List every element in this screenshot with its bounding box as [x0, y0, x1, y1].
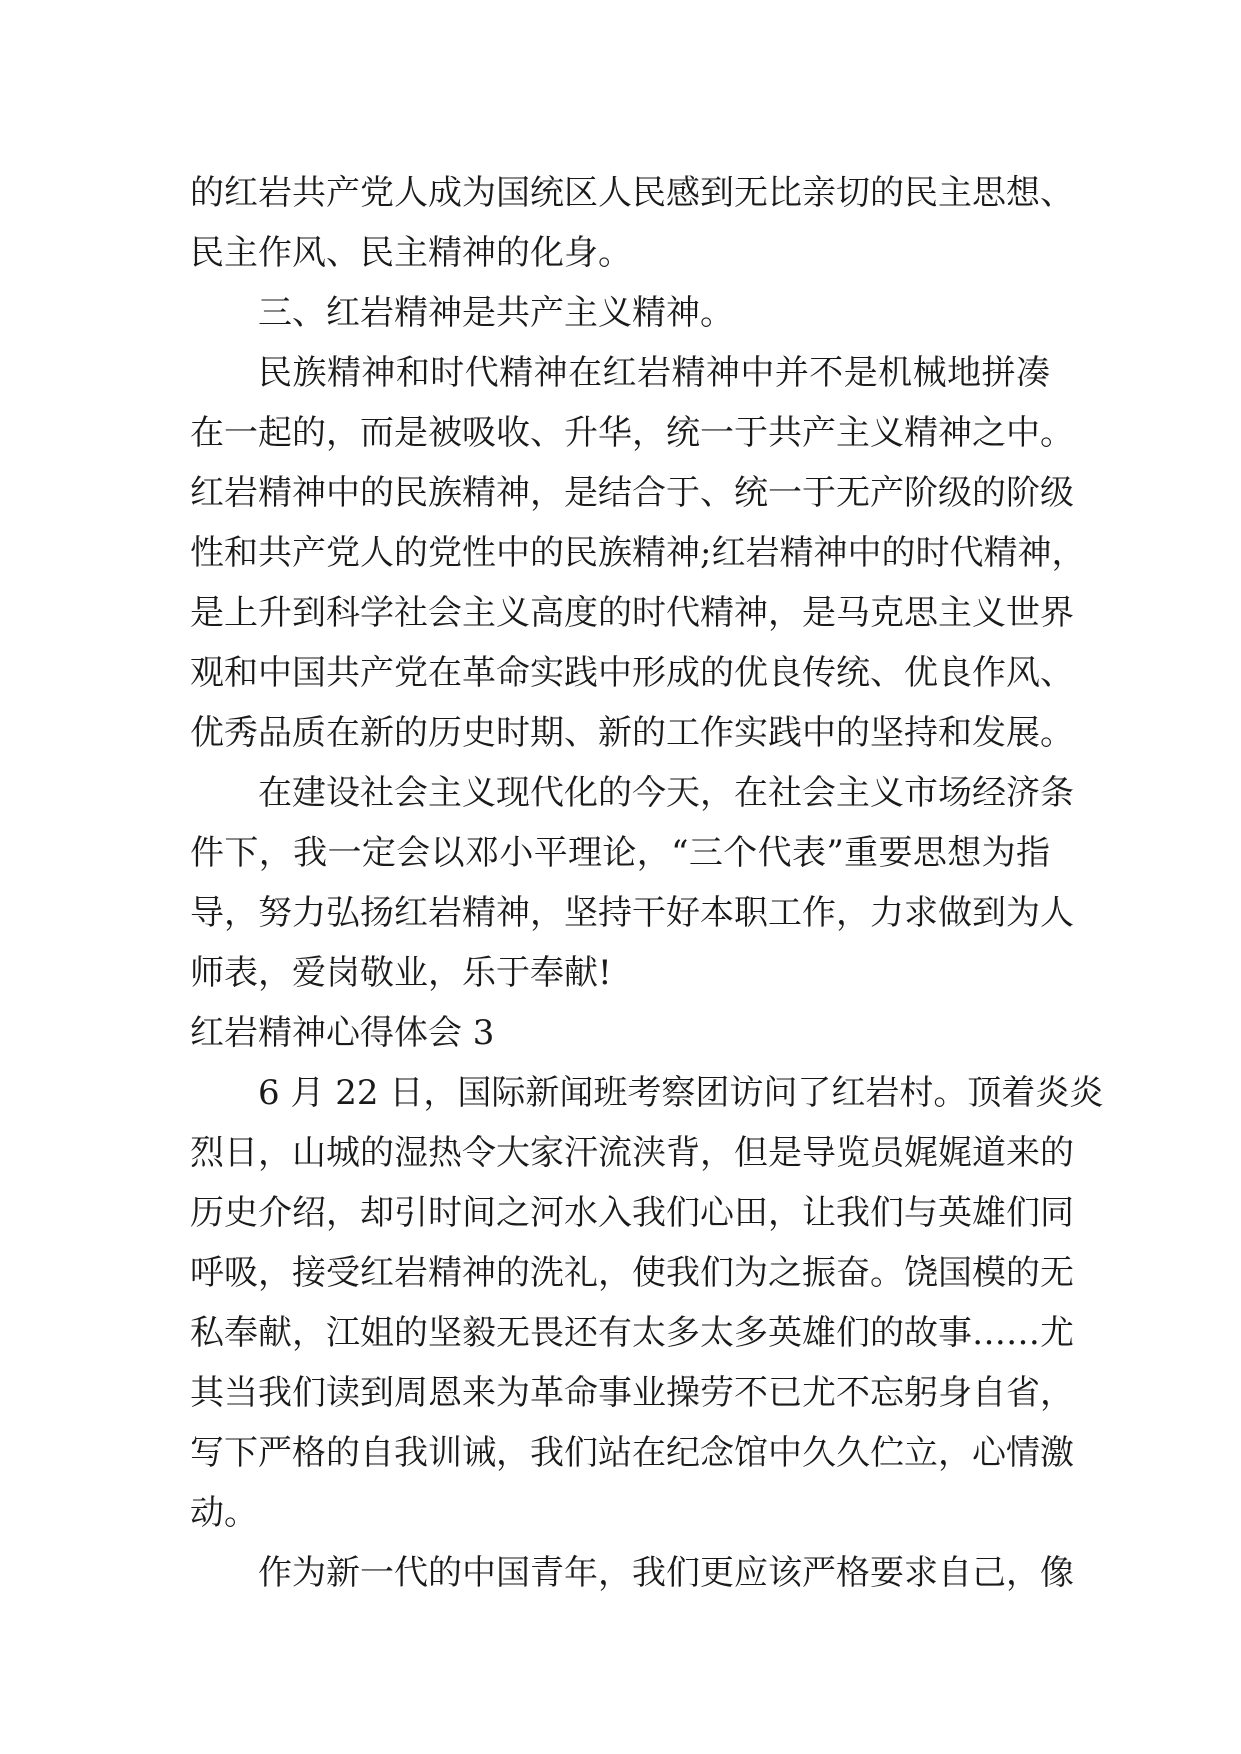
paragraph-line: 导，努力弘扬红岩精神，坚持干好本职工作，力求做到为人: [190, 893, 1074, 933]
paragraph-line: 件下，我一定会以邓小平理论，“三个代表”重要思想为指: [190, 833, 1050, 873]
document-body: [190, 163, 1104, 1603]
paragraph-line: 在一起的，而是被吸收、升华，统一于共产主义精神之中。: [190, 413, 1074, 453]
paragraph-line: 写下严格的自我训诫，我们站在纪念馆中久久伫立，心情激: [190, 1433, 1074, 1473]
paragraph-line: 作为新一代的中国青年，我们更应该严格要求自己，像: [258, 1553, 1074, 1593]
paragraph-line: 呼吸，接受红岩精神的洗礼，使我们为之振奋。饶国模的无: [190, 1253, 1074, 1293]
paragraph-line: 民族精神和时代精神在红岩精神中并不是机械地拼凑: [258, 353, 1050, 393]
paragraph-line: 观和中国共产党在革命实践中形成的优良传统、优良作风、: [190, 653, 1074, 693]
paragraph-line: 历史介绍，却引时间之河水入我们心田，让我们与英雄们同: [190, 1193, 1074, 1233]
paragraph-line: 动。: [190, 1493, 258, 1533]
paragraph-line: 优秀品质在新的历史时期、新的工作实践中的坚持和发展。: [190, 713, 1074, 753]
paragraph-line: 6 月 22 日，国际新闻班考察团访问了红岩村。顶着炎炎: [258, 1073, 1104, 1113]
paragraph-line: 民主作风、民主精神的化身。: [190, 233, 632, 273]
paragraph-line: 在建设社会主义现代化的今天，在社会主义市场经济条: [258, 773, 1074, 813]
paragraph-line: 性和共产党人的党性中的民族精神;红岩精神中的时代精神，: [190, 533, 1086, 573]
paragraph-line: 师表，爱岗敬业，乐于奉献!: [190, 953, 612, 993]
section-heading: 三、红岩精神是共产主义精神。: [258, 293, 734, 333]
paragraph-line: 烈日，山城的湿热令大家汗流浃背，但是导览员娓娓道来的: [190, 1133, 1074, 1173]
paragraph-line: 私奉献，江姐的坚毅无畏还有太多太多英雄们的故事……尤: [190, 1313, 1074, 1353]
paragraph-line: 其当我们读到周恩来为革命事业操劳不已尤不忘躬身自省，: [190, 1373, 1074, 1413]
article-title: 红岩精神心得体会 3: [190, 1013, 495, 1053]
paragraph-line: 是上升到科学社会主义高度的时代精神，是马克思主义世界: [190, 593, 1074, 633]
paragraph-line: 的红岩共产党人成为国统区人民感到无比亲切的民主思想、: [190, 173, 1074, 213]
paragraph-line: 红岩精神中的民族精神，是结合于、统一于无产阶级的阶级: [190, 473, 1074, 513]
